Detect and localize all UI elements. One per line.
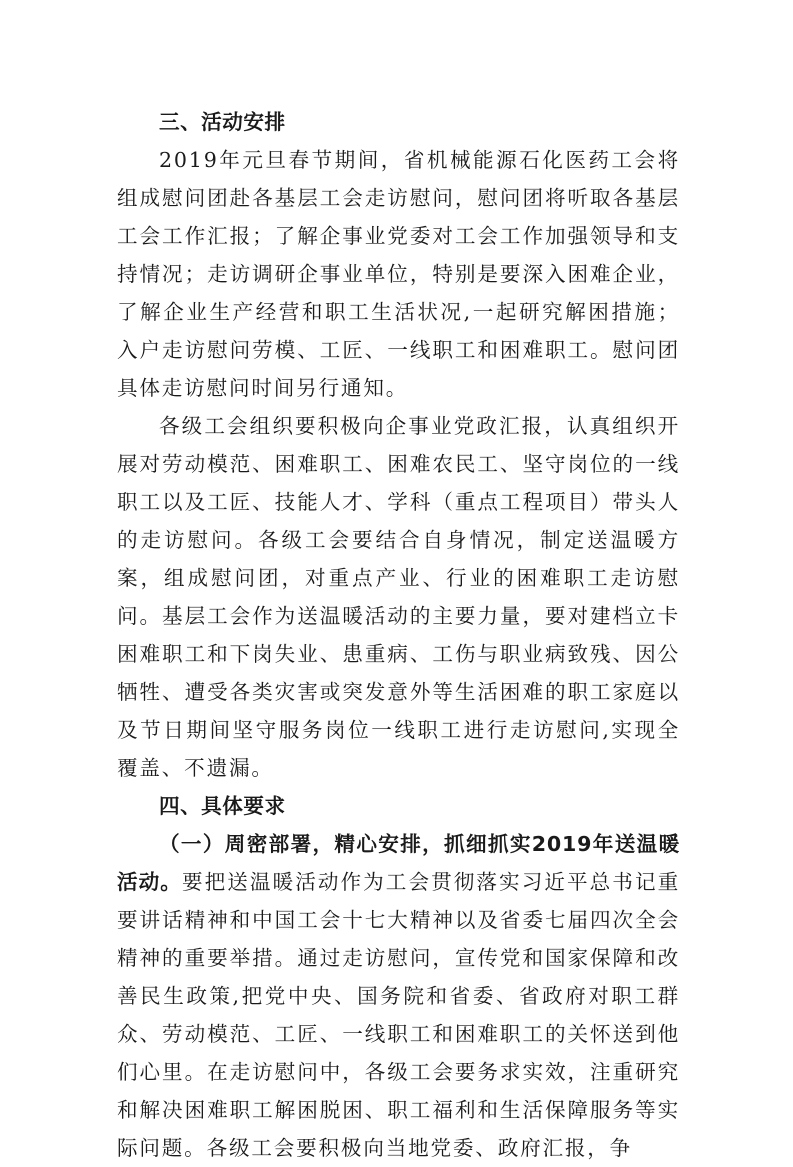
section-4-item-1-title: （一）周密部署，精心安排，抓细抓实2019年送温暖活动。 — [117, 832, 680, 894]
section-4-item-1-body: 要把送温暖活动作为工会贯彻落实习近平总书记重要讲话精神和中国工会十七大精神以及省委七届四次全会精神的重要举措。通过走访慰问，宣传党和国家保障和改善民生政策,把党中央、国务院和省委、省政府对职工群众、劳动模范、工匠、一线职工和困难职工的关怀送到他们心里。在走访慰问中，各级工会要务求实效，注重研究和解决困难职工解困脱困、职工福利和生活保障服务等实际问题。各级工会要积极向当地党委、政府汇报，争 — [117, 870, 680, 1160]
section-4-heading: 四、具体要求 — [159, 794, 286, 818]
section-3-heading: 三、活动安排 — [159, 110, 286, 134]
section-3-paragraph-1: 2019年元旦春节期间，省机械能源石化医药工会将组成慰问团赴各基层工会走访慰问，慰问团将听取各基层工会工作汇报；了解企事业党委对工会工作加强领导和支持情况；走访调研企事业单位，特别是要深入困难企业，了解企业生产经营和职工生活状况,一起研究解困措施；入户走访慰问劳模、工匠、一线职工和困难职工。慰问团具体走访慰问时间另行通知。 — [117, 148, 680, 400]
document-body — [117, 103, 680, 1167]
section-3-paragraph-2: 各级工会组织要积极向企事业党政汇报，认真组织开展对劳动模范、困难职工、困难农民工、坚守岗位的一线职工以及工匠、技能人才、学科（重点工程项目）带头人的走访慰问。各级工会要结合自身情况，制定送温暖方案，组成慰问团，对重点产业、行业的困难职工走访慰问。基层工会作为送温暖活动的主要力量，要对建档立卡困难职工和下岗失业、患重病、工伤与职业病致残、因公牺牲、遭受各类灾害或突发意外等生活困难的职工家庭以及节日期间坚守服务岗位一线职工进行走访慰问,实现全覆盖、不遗漏。 — [117, 414, 680, 780]
section-4-item-1 — [117, 825, 680, 1167]
